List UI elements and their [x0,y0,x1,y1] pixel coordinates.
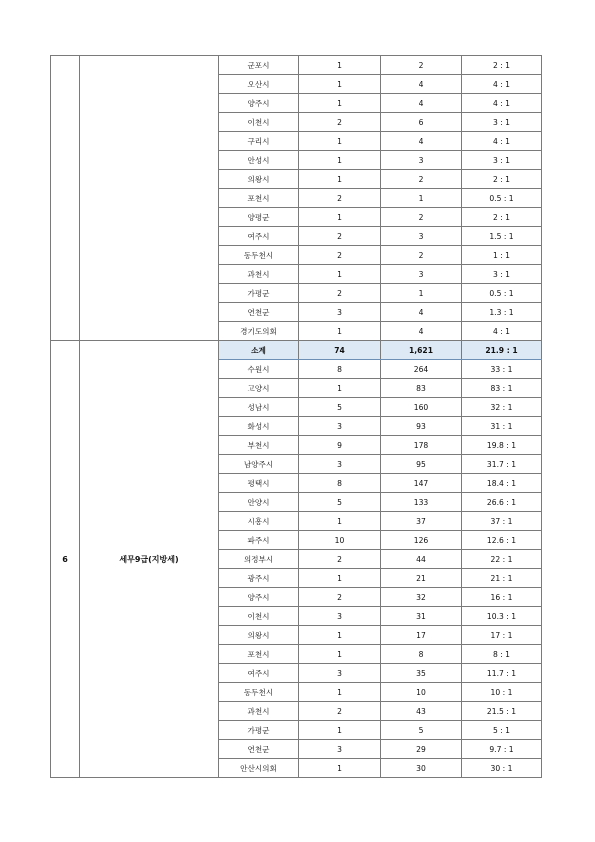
table-row [51,56,542,75]
cell-region: 이천시 [219,113,299,132]
cell-region: 동두천시 [219,246,299,265]
cell-region: 안산시의회 [219,759,299,778]
cell-ratio: 19.8 : 1 [462,436,542,455]
cell-applicants: 4 [381,132,462,151]
cell-ratio: 32 : 1 [462,398,542,417]
cell-applicants: 6 [381,113,462,132]
cell-ratio: 18.4 : 1 [462,474,542,493]
cell-positions: 1 [299,151,381,170]
cell-applicants: 8 [381,645,462,664]
cell-region: 고양시 [219,379,299,398]
cell-applicants: 4 [381,322,462,341]
cell-applicants: 44 [381,550,462,569]
cell-region: 화성시 [219,417,299,436]
cell-ratio: 4 : 1 [462,322,542,341]
cell-positions: 1 [299,645,381,664]
cell-positions: 1 [299,170,381,189]
cell-ratio: 22 : 1 [462,550,542,569]
cell-applicants: 126 [381,531,462,550]
cell-ratio: 83 : 1 [462,379,542,398]
cell-region: 연천군 [219,740,299,759]
cell-region: 양주시 [219,94,299,113]
cell-applicants: 264 [381,360,462,379]
cell-positions: 10 [299,531,381,550]
cell-positions: 2 [299,284,381,303]
cell-region: 의정부시 [219,550,299,569]
cell-applicants: 178 [381,436,462,455]
cell-ratio: 2 : 1 [462,170,542,189]
cell-positions: 1 [299,626,381,645]
cell-ratio: 2 : 1 [462,208,542,227]
cell-applicants: 35 [381,664,462,683]
cell-applicants: 1,621 [381,341,462,360]
cell-region: 포천시 [219,645,299,664]
cell-region: 여주시 [219,227,299,246]
cell-applicants: 2 [381,56,462,75]
group-number: 6 [51,341,80,778]
cell-ratio: 17 : 1 [462,626,542,645]
cell-region: 안성시 [219,151,299,170]
group-name: 세무9급(지방세) [80,341,219,778]
cell-positions: 1 [299,512,381,531]
cell-applicants: 37 [381,512,462,531]
cell-ratio: 3 : 1 [462,113,542,132]
cell-region: 가평군 [219,284,299,303]
cell-positions: 1 [299,94,381,113]
group-name-cell [80,56,219,341]
cell-positions: 3 [299,740,381,759]
cell-ratio: 3 : 1 [462,151,542,170]
cell-ratio: 4 : 1 [462,75,542,94]
subtotal-row [51,341,542,360]
cell-positions: 74 [299,341,381,360]
cell-positions: 1 [299,759,381,778]
cell-ratio: 11.7 : 1 [462,664,542,683]
cell-positions: 1 [299,75,381,94]
cell-applicants: 17 [381,626,462,645]
cell-region: 성남시 [219,398,299,417]
cell-positions: 1 [299,208,381,227]
cell-region: 연천군 [219,303,299,322]
cell-positions: 8 [299,360,381,379]
cell-ratio: 9.7 : 1 [462,740,542,759]
cell-ratio: 0.5 : 1 [462,189,542,208]
cell-region: 부천시 [219,436,299,455]
cell-positions: 2 [299,189,381,208]
cell-positions: 5 [299,493,381,512]
cell-positions: 2 [299,588,381,607]
cell-region: 가평군 [219,721,299,740]
cell-applicants: 83 [381,379,462,398]
cell-ratio: 1.3 : 1 [462,303,542,322]
cell-positions: 3 [299,455,381,474]
cell-applicants: 2 [381,208,462,227]
cell-positions: 2 [299,246,381,265]
cell-region: 포천시 [219,189,299,208]
recruitment-table [50,55,541,778]
cell-ratio: 4 : 1 [462,132,542,151]
cell-region: 오산시 [219,75,299,94]
group-number-cell [51,56,80,341]
cell-positions: 2 [299,227,381,246]
cell-applicants: 21 [381,569,462,588]
cell-positions: 1 [299,56,381,75]
cell-ratio: 4 : 1 [462,94,542,113]
cell-applicants: 93 [381,417,462,436]
cell-ratio: 3 : 1 [462,265,542,284]
cell-region: 의왕시 [219,626,299,645]
cell-ratio: 37 : 1 [462,512,542,531]
cell-region: 의왕시 [219,170,299,189]
cell-ratio: 10 : 1 [462,683,542,702]
cell-region: 양평군 [219,208,299,227]
cell-applicants: 3 [381,265,462,284]
cell-positions: 9 [299,436,381,455]
cell-region: 광주시 [219,569,299,588]
cell-region: 구리시 [219,132,299,151]
cell-region: 양주시 [219,588,299,607]
cell-region: 안양시 [219,493,299,512]
cell-ratio: 33 : 1 [462,360,542,379]
cell-region: 경기도의회 [219,322,299,341]
cell-ratio: 12.6 : 1 [462,531,542,550]
cell-ratio: 1 : 1 [462,246,542,265]
cell-applicants: 43 [381,702,462,721]
cell-region: 파주시 [219,531,299,550]
cell-ratio: 21.9 : 1 [462,341,542,360]
cell-region: 남양주시 [219,455,299,474]
cell-ratio: 2 : 1 [462,56,542,75]
cell-positions: 3 [299,417,381,436]
cell-applicants: 160 [381,398,462,417]
cell-applicants: 4 [381,94,462,113]
cell-applicants: 3 [381,227,462,246]
cell-positions: 3 [299,664,381,683]
cell-ratio: 10.3 : 1 [462,607,542,626]
cell-region: 시흥시 [219,512,299,531]
cell-applicants: 2 [381,246,462,265]
cell-region: 군포시 [219,56,299,75]
cell-region: 과천시 [219,265,299,284]
cell-ratio: 30 : 1 [462,759,542,778]
cell-positions: 1 [299,379,381,398]
cell-applicants: 5 [381,721,462,740]
cell-applicants: 133 [381,493,462,512]
cell-ratio: 5 : 1 [462,721,542,740]
cell-positions: 3 [299,303,381,322]
cell-positions: 1 [299,322,381,341]
cell-applicants: 95 [381,455,462,474]
cell-region: 과천시 [219,702,299,721]
cell-ratio: 16 : 1 [462,588,542,607]
cell-ratio: 1.5 : 1 [462,227,542,246]
cell-ratio: 26.6 : 1 [462,493,542,512]
cell-applicants: 147 [381,474,462,493]
cell-ratio: 0.5 : 1 [462,284,542,303]
cell-ratio: 8 : 1 [462,645,542,664]
cell-applicants: 3 [381,151,462,170]
cell-positions: 3 [299,607,381,626]
cell-positions: 1 [299,683,381,702]
cell-positions: 1 [299,569,381,588]
cell-applicants: 4 [381,75,462,94]
cell-applicants: 30 [381,759,462,778]
cell-positions: 2 [299,702,381,721]
cell-positions: 5 [299,398,381,417]
competition-ratio-table [50,55,542,778]
cell-positions: 1 [299,721,381,740]
cell-positions: 1 [299,132,381,151]
cell-applicants: 32 [381,588,462,607]
cell-positions: 8 [299,474,381,493]
cell-ratio: 21.5 : 1 [462,702,542,721]
cell-applicants: 29 [381,740,462,759]
cell-applicants: 2 [381,170,462,189]
cell-ratio: 31 : 1 [462,417,542,436]
cell-region: 평택시 [219,474,299,493]
cell-region: 이천시 [219,607,299,626]
table-body [51,56,542,778]
cell-region: 동두천시 [219,683,299,702]
cell-ratio: 21 : 1 [462,569,542,588]
cell-positions: 2 [299,113,381,132]
cell-positions: 1 [299,265,381,284]
cell-region: 여주시 [219,664,299,683]
cell-ratio: 31.7 : 1 [462,455,542,474]
cell-applicants: 4 [381,303,462,322]
cell-positions: 2 [299,550,381,569]
cell-applicants: 1 [381,189,462,208]
cell-region: 소계 [219,341,299,360]
cell-applicants: 1 [381,284,462,303]
cell-region: 수원시 [219,360,299,379]
cell-applicants: 31 [381,607,462,626]
cell-applicants: 10 [381,683,462,702]
